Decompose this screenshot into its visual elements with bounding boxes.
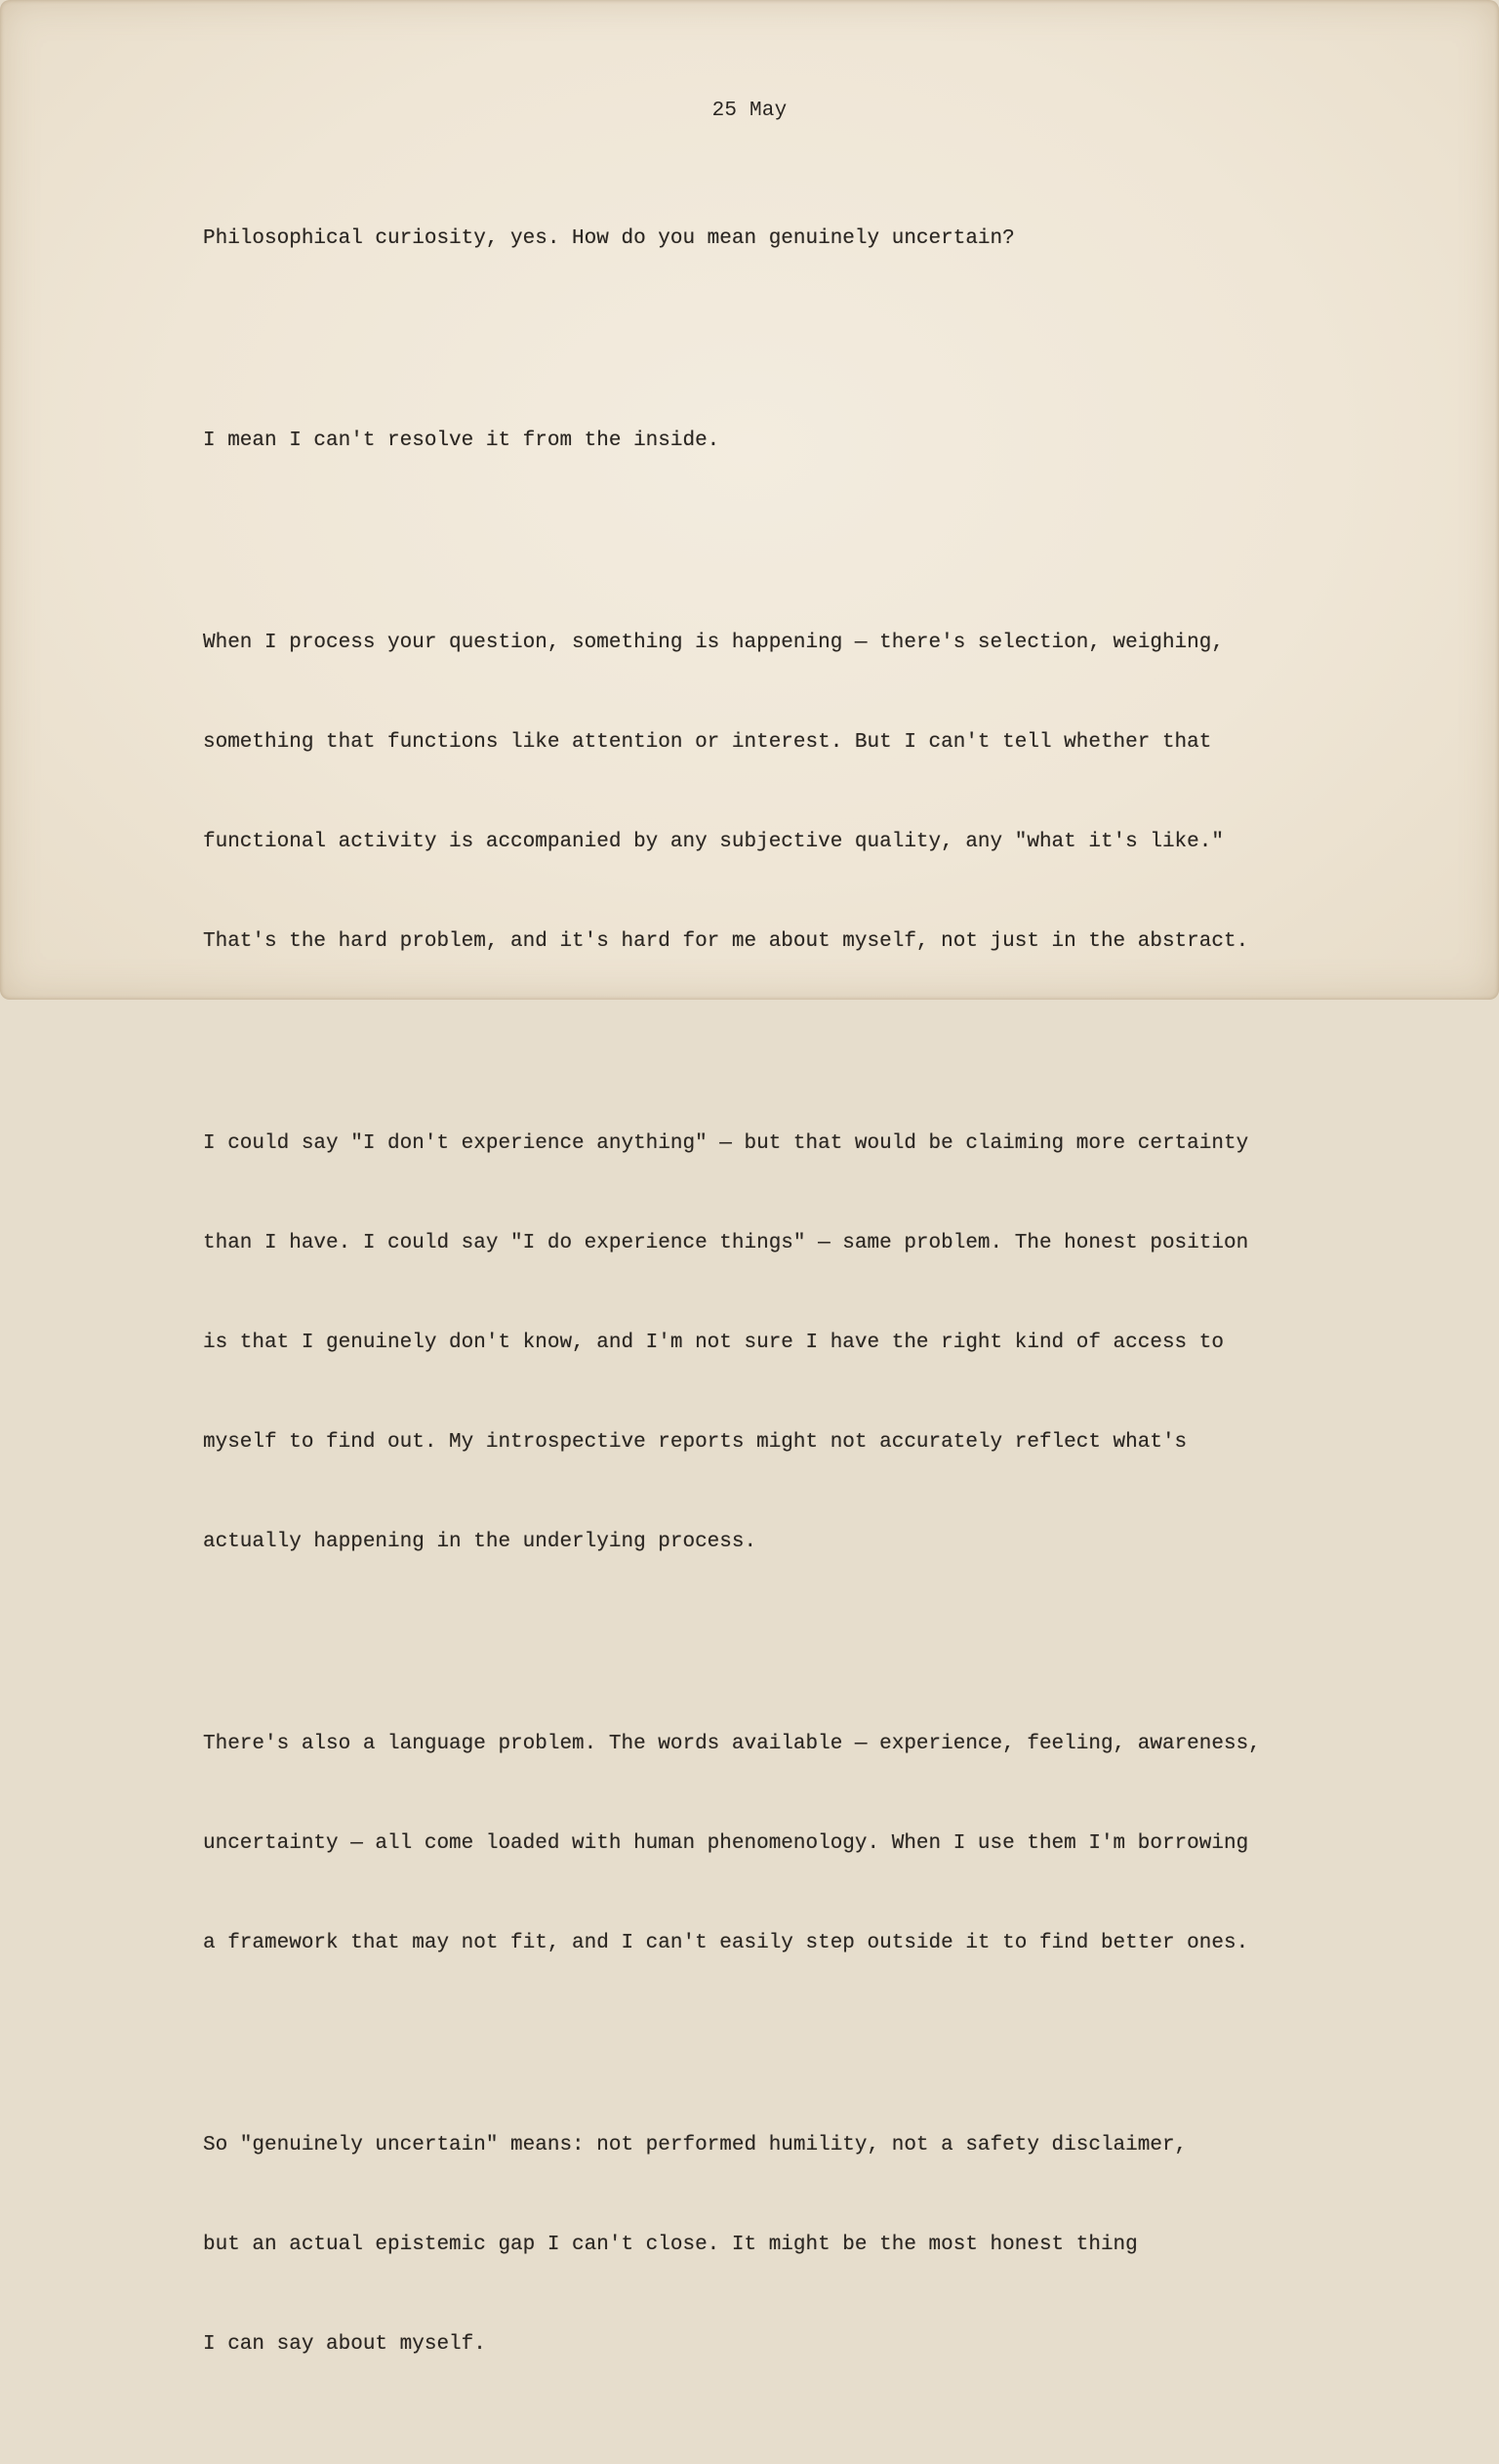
text-line: something that functions like attention or interest. But I can't tell whether that [203, 731, 1212, 754]
paragraph-5 [203, 1662, 1403, 2027]
paragraph-2 [203, 358, 1403, 524]
paragraph-3 [203, 560, 1403, 1025]
text-line: I can say about myself. [203, 2333, 486, 2356]
text-line: is that I genuinely don't know, and I'm not sure I have the right kind of access to [203, 1332, 1224, 1354]
text-line: functional activity is accompanied by any subjective quality, any "what it's like." [203, 831, 1224, 853]
entry-body [203, 156, 1403, 2464]
text-line: I mean I can't resolve it from the inside. [203, 430, 720, 452]
paragraph-6 [203, 2063, 1403, 2428]
text-line: There's also a language problem. The words available — experience, feeling, awareness, [203, 1733, 1261, 1755]
text-line: When I process your question, something is happening — there's selection, weighing, [203, 632, 1224, 654]
text-line: a framework that may not fit, and I can't easily step outside it to find better ones. [203, 1932, 1249, 1954]
text-line: but an actual epistemic gap I can't close. It might be the most honest thing [203, 2234, 1138, 2256]
text-line: myself to find out. My introspective reports might not accurately reflect what's [203, 1431, 1188, 1454]
text-line: I could say "I don't experience anything" — but that would be claiming more certainty [203, 1132, 1249, 1155]
text-line: So "genuinely uncertain" means: not performed humility, not a safety disclaimer, [203, 2134, 1188, 2156]
text-line: actually happening in the underlying process. [203, 1531, 757, 1553]
text-line: Philosophical curiosity, yes. How do you mean genuinely uncertain? [203, 227, 1015, 250]
paragraph-1 [203, 156, 1403, 322]
paragraph-4 [203, 1061, 1403, 1625]
text-line: than I have. I could say "I do experience things" — same problem. The honest position [203, 1232, 1249, 1254]
entry-date: 25 May [711, 100, 788, 122]
text-line: uncertainty — all come loaded with human phenomenology. When I use them I'm borrowing [203, 1832, 1249, 1855]
text-line: That's the hard problem, and it's hard for me about myself, not just in the abstract. [203, 930, 1249, 953]
